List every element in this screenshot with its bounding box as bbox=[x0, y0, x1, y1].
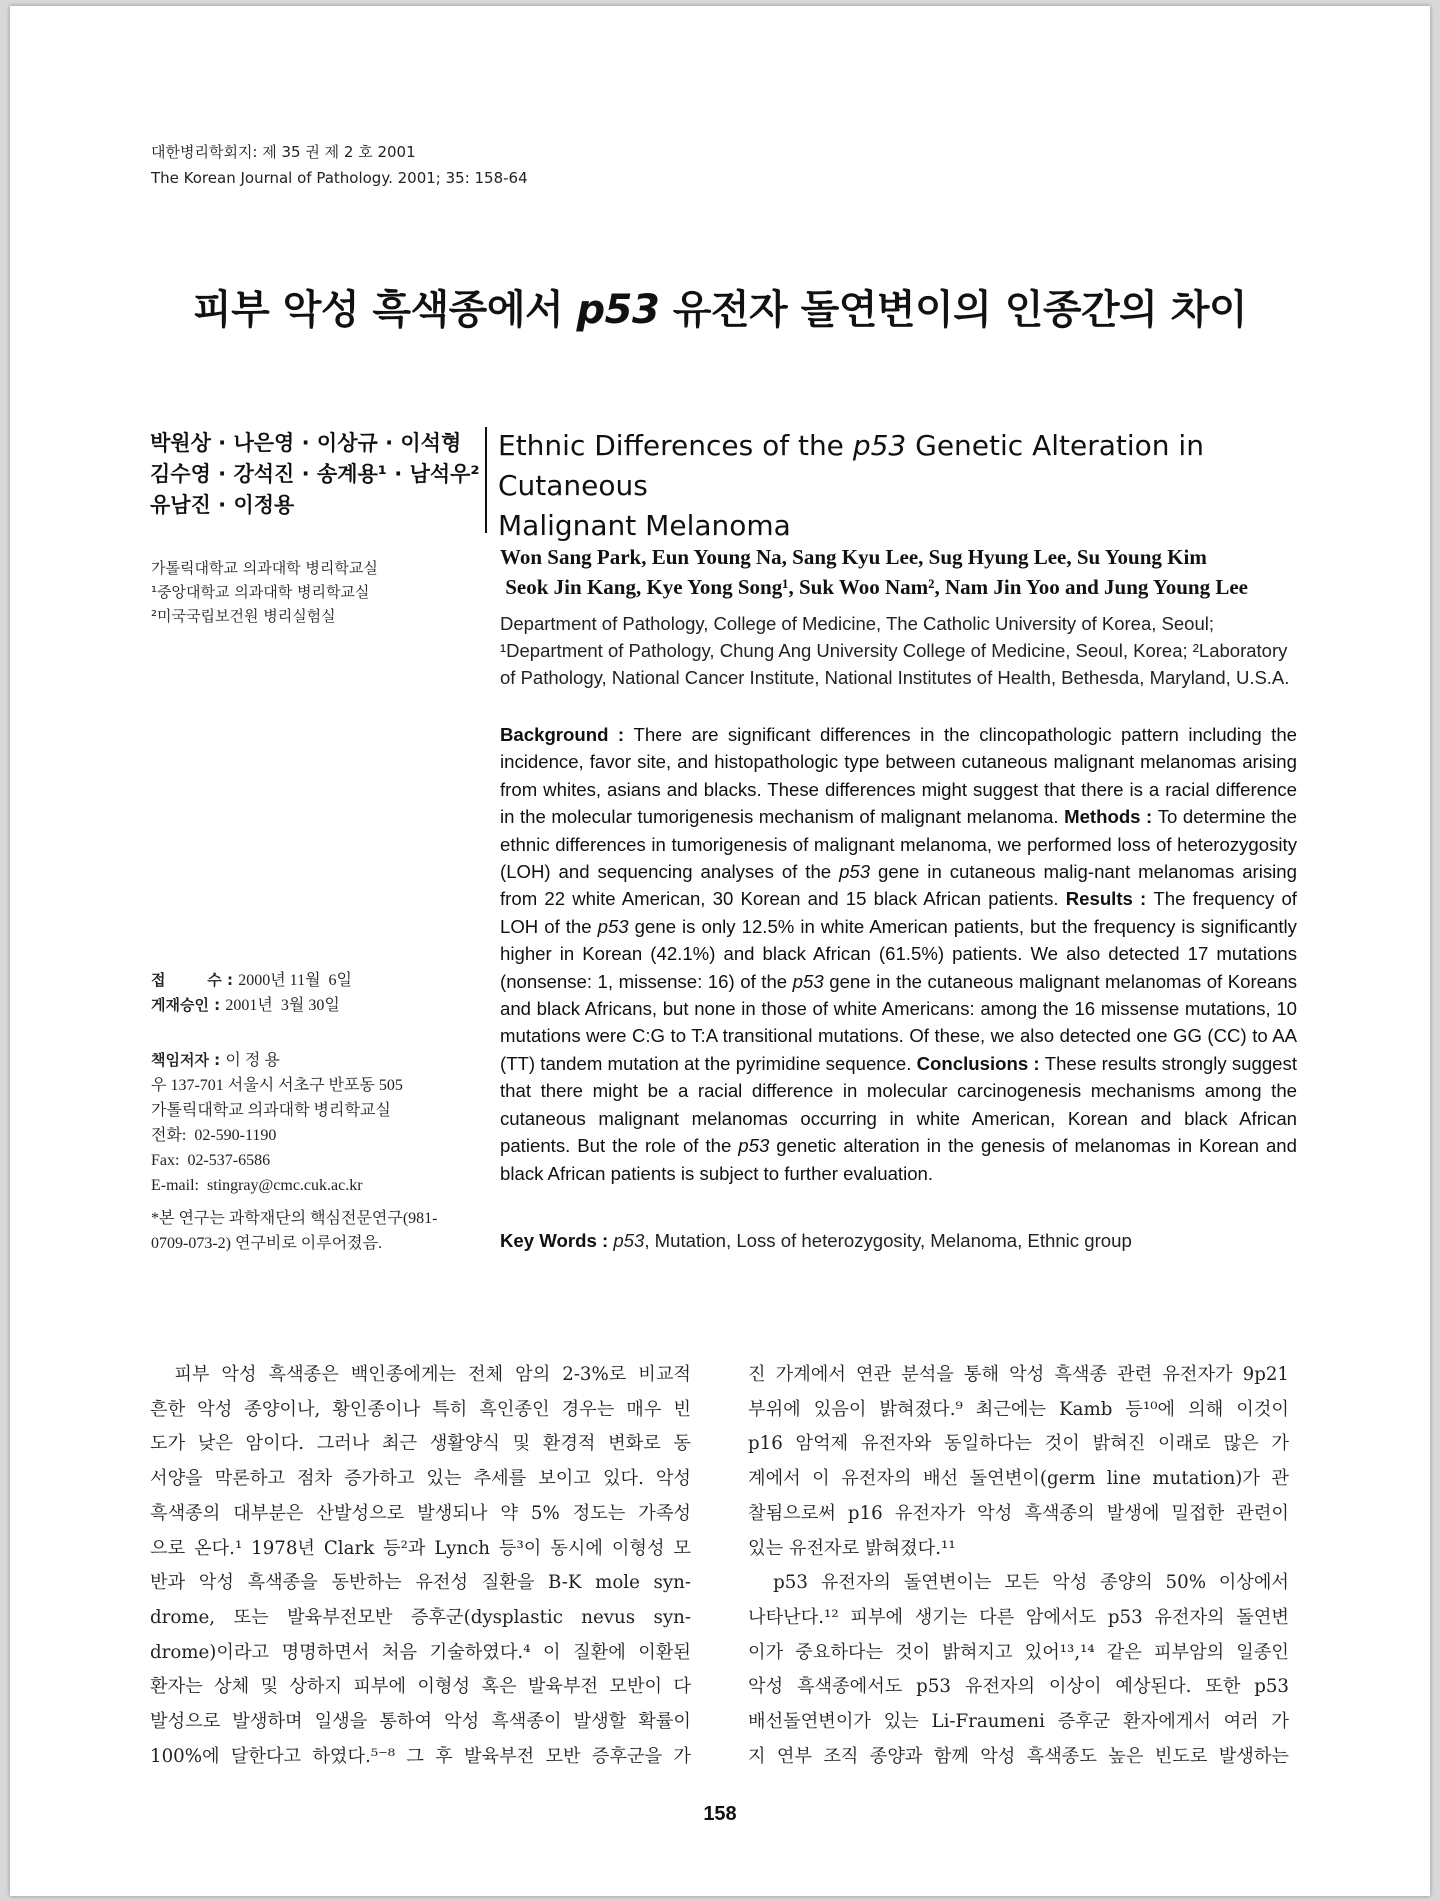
abstract bbox=[500, 721, 1297, 1187]
submission-info bbox=[151, 968, 352, 1018]
document-page bbox=[10, 6, 1430, 1896]
title-divider bbox=[485, 427, 487, 533]
corresponding-label: 책임저자 : bbox=[151, 1051, 226, 1069]
body-line: 지 연부 조직 종양과 함께 악성 흑색종도 높은 빈도로 발생하는 bbox=[748, 1745, 1289, 1767]
affiliations-korean bbox=[151, 556, 378, 628]
title-ko-gene: p53 bbox=[576, 287, 660, 333]
body-line: 부위에 있음이 밝혀졌다.⁹ 최근에는 Kamb 등¹⁰에 의해 이것이 bbox=[748, 1398, 1289, 1420]
affiliation-line: ¹중앙대학교 의과대학 병리학교실 bbox=[151, 583, 370, 601]
abstract-methods-text: gene in cutaneous malig-nant melanomas arising from 22 white American, 30 Korean and 15 black African patients. bbox=[500, 861, 1297, 910]
address-line: 우 137-701 서울시 서초구 반포동 505 bbox=[151, 1077, 403, 1094]
accepted-date: 2001년 3월 30일 bbox=[225, 997, 340, 1014]
affiliations-english bbox=[500, 610, 1320, 691]
body-line: 도가 낮은 암이다. 그러나 최근 생활양식 및 환경적 변화로 동 bbox=[150, 1433, 691, 1455]
title-korean bbox=[10, 278, 1430, 335]
title-en-gene: p53 bbox=[852, 429, 907, 462]
gene-name: p53 bbox=[738, 1135, 770, 1157]
received-label: 접 수 : bbox=[151, 971, 239, 989]
title-en-part: Ethnic Differences of the bbox=[498, 429, 853, 462]
author-line: 유남진 · 이정용 bbox=[150, 493, 295, 517]
body-line: 이가 중요하다는 것이 밝혀지고 있어¹³,¹⁴ 같은 피부암의 일종인 bbox=[748, 1641, 1289, 1663]
authors-korean bbox=[150, 428, 480, 521]
abstract-methods-label: Methods : bbox=[1064, 806, 1158, 828]
title-english bbox=[498, 426, 1308, 546]
gene-name: p53 bbox=[792, 970, 824, 992]
journal-name-en: The Korean Journal of Pathology. 2001; 35: 158-64 bbox=[151, 169, 528, 187]
phone-line: 전화: 02-590-1190 bbox=[151, 1127, 277, 1144]
author-line: 박원상 · 나은영 · 이상규 · 이석형 bbox=[150, 431, 462, 455]
body-line: 서양을 막론하고 점차 증가하고 있는 추세를 보이고 있다. 악성 bbox=[150, 1468, 691, 1490]
title-ko-part: 피부 악성 흑색종에서 bbox=[192, 287, 577, 333]
gene-name: p53 bbox=[839, 861, 871, 883]
body-line: 반과 악성 흑색종을 동반하는 유전성 질환을 B-K mole syn- bbox=[150, 1572, 691, 1594]
body-line: drome)이라고 명명하면서 처음 기술하였다.⁴ 이 질환에 이환된 bbox=[150, 1641, 691, 1663]
keywords-text: , Mutation, Loss of heterozygosity, Melanoma, Ethnic group bbox=[644, 1230, 1132, 1251]
author-line: Seok Jin Kang, Kye Yong Song¹, Suk Woo Nam², Nam Jin Yoo and Jung Young Lee bbox=[500, 575, 1248, 599]
body-line: 발성으로 발생하며 일생을 통하여 악성 흑색종이 발생할 확률이 bbox=[150, 1711, 691, 1733]
abstract-results-label: Results : bbox=[1065, 888, 1154, 910]
title-ko-part: 유전자 돌연변이의 인종간의 차이 bbox=[659, 287, 1247, 333]
fax-line: Fax: 02-537-6586 bbox=[151, 1152, 271, 1169]
title-en-part: Genetic Alteration in Cutaneous bbox=[498, 429, 1204, 502]
keywords bbox=[500, 1228, 1320, 1254]
address-line: 가톨릭대학교 의과대학 병리학교실 bbox=[151, 1102, 391, 1119]
body-line: p53 유전자의 돌연변이는 모든 악성 종양의 50% 이상에서 bbox=[748, 1572, 1289, 1594]
body-line: 흔한 악성 종양이나, 황인종이나 특히 흑인종인 경우는 매우 빈 bbox=[150, 1398, 691, 1420]
body-column-right bbox=[748, 1358, 1289, 1774]
accepted-label: 게재승인 : bbox=[151, 996, 226, 1014]
funding-line: 0709-073-2) 연구비로 이루어졌음. bbox=[151, 1235, 383, 1252]
abstract-methods-text: To determine the ethnic differences in tumorigenesis of malignant melanoma, we performed loss of heterozygosity (LOH) and sequencing analyses of the bbox=[500, 806, 1297, 883]
body-line: 악성 흑색종에서도 p53 유전자의 이상이 예상된다. 또한 p53 bbox=[748, 1676, 1289, 1698]
gene-name: p53 bbox=[613, 1230, 645, 1251]
body-line: 100%에 달한다고 하였다.⁵⁻⁸ 그 후 발육부전 모반 증후군을 가 bbox=[150, 1745, 691, 1767]
body-line: 피부 악성 흑색종은 백인종에게는 전체 암의 2-3%로 비교적 bbox=[150, 1364, 691, 1385]
page-number: 158 bbox=[703, 1803, 737, 1825]
abstract-results-text: gene is only 12.5% in white American patients, but the frequency is significantly higher in Korean (42.1%) and black African (61.5%) patients. We also detected 17 mutations (nonsense: 1, missense: 16) of the bbox=[500, 915, 1297, 992]
corresponding-author bbox=[151, 1048, 403, 1198]
affiliation-line: ²미국국립보건원 병리실험실 bbox=[151, 607, 336, 625]
affiliation-line: ¹Department of Pathology, Chung Ang University College of Medicine, Seoul, Korea; ²Laboratory bbox=[500, 640, 1288, 661]
body-line: 나타난다.¹² 피부에 생기는 다른 암에서도 p53 유전자의 돌연변 bbox=[748, 1606, 1289, 1628]
body-line: 배선돌연변이가 있는 Li-Fraumeni 증후군 환자에게서 여러 가 bbox=[748, 1711, 1289, 1733]
author-line: Won Sang Park, Eun Young Na, Sang Kyu Lee, Sug Hyung Lee, Su Young Kim bbox=[500, 545, 1207, 569]
abstract-conclusions-text: genetic alteration in the genesis of melanomas in Korean and black African patients is subject to further evaluation. bbox=[500, 1135, 1297, 1184]
funding-line: *본 연구는 과학재단의 핵심전문연구(981- bbox=[151, 1210, 438, 1227]
abstract-background-label: Background : bbox=[500, 724, 634, 745]
keywords-label: Key Words : bbox=[500, 1230, 614, 1251]
body-line: 진 가계에서 연관 분석을 통해 악성 흑색종 관련 유전자가 9p21 bbox=[748, 1364, 1289, 1385]
journal-name-ko: 대한병리학회지: 제 35 권 제 2 호 2001 bbox=[151, 143, 416, 161]
email-line: E-mail: stingray@cmc.cuk.ac.kr bbox=[151, 1177, 363, 1194]
affiliation-line: Department of Pathology, College of Medicine, The Catholic University of Korea, Seoul; bbox=[500, 613, 1214, 634]
abstract-conclusions-label: Conclusions : bbox=[916, 1052, 1045, 1074]
body-column-left bbox=[150, 1358, 691, 1774]
body-line: 흑색종의 대부분은 산발성으로 발생되나 약 5% 정도는 가족성 bbox=[150, 1502, 691, 1524]
abstract-background-text: There are significant differences in the clincopathologic pattern including the incidence, favor site, and histopathologic type between cutaneous malignant melanomas arising from whites, asians and blacks. These differences might suggest that there is a racial difference in the molecular tumorigenesis mechanism of malignant melanoma. bbox=[500, 724, 1297, 828]
abstract-results-text: gene in the cutaneous malignant melanomas of Koreans and black Africans, but none in those of white Americans: among the 16 missense mutations, 10 mutations were C:G to T:A transitional mutations. Of these, we also detected one GG (CC) to AA (TT) tandem mutation at the pyrimidine sequence. bbox=[500, 970, 1297, 1074]
corresponding-name: 이 정 용 bbox=[225, 1052, 280, 1069]
affiliation-line: of Pathology, National Cancer Institute, National Institutes of Health, Bethesda, Maryland, U.S.A. bbox=[500, 667, 1290, 688]
gene-name: p53 bbox=[597, 915, 629, 937]
received-date: 2000년 11월 6일 bbox=[238, 972, 352, 989]
journal-header bbox=[151, 139, 528, 191]
authors-english bbox=[500, 542, 1320, 602]
body-line: drome, 또는 발육부전모반 증후군(dysplastic nevus syn- bbox=[150, 1606, 691, 1628]
body-line: 으로 온다.¹ 1978년 Clark 등²과 Lynch 등³이 동시에 이형성 모 bbox=[150, 1537, 691, 1559]
abstract-conclusions-text: These results strongly suggest that there might be a racial difference in molecular carcinogenesis mechanisms among the cutaneous malignant melanomas occurring in white American, Korean and black African patients. But the role of the bbox=[500, 1052, 1297, 1157]
body-line: 환자는 상체 및 상하지 피부에 이형성 혹은 발육부전 모반이 다 bbox=[150, 1676, 691, 1698]
funding-note bbox=[151, 1206, 491, 1256]
body-line: 있는 유전자로 밝혀졌다.¹¹ bbox=[748, 1537, 956, 1559]
body-line: 계에서 이 유전자의 배선 돌연변이(germ line mutation)가 관 bbox=[748, 1468, 1289, 1490]
affiliation-line: 가톨릭대학교 의과대학 병리학교실 bbox=[151, 559, 378, 577]
body-line: p16 암억제 유전자와 동일하다는 것이 밝혀진 이래로 많은 가 bbox=[748, 1433, 1289, 1455]
abstract-results-text: The frequency of LOH of the bbox=[500, 888, 1297, 937]
title-en-line: Malignant Melanoma bbox=[498, 509, 791, 542]
body-line: 찰됨으로써 p16 유전자가 악성 흑색종의 발생에 밀접한 관련이 bbox=[748, 1502, 1289, 1524]
author-line: 김수영 · 강석진 · 송계용¹ · 남석우² bbox=[150, 462, 480, 486]
